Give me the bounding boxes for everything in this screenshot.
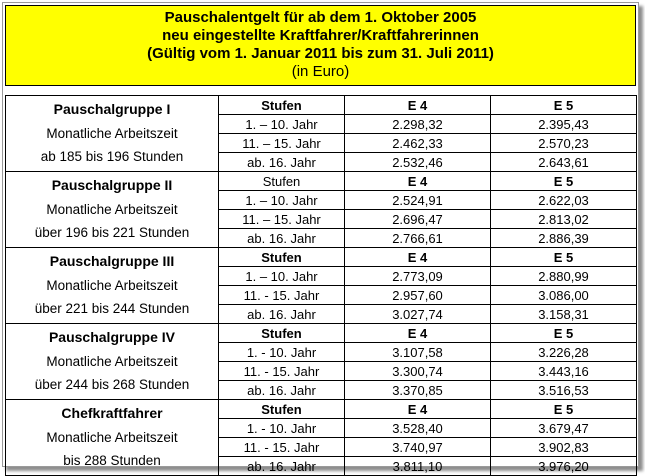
column-header-e4: E 4 <box>345 400 491 419</box>
e4-value-cell: 2.957,60 <box>345 286 491 305</box>
stufe-cell: 1. – 10. Jahr <box>219 115 345 134</box>
stufe-cell: 11. – 15. Jahr <box>219 210 345 229</box>
stufe-cell: 11. - 15. Jahr <box>219 362 345 381</box>
stufe-cell: ab. 16. Jahr <box>219 305 345 324</box>
e4-value-cell: 2.298,32 <box>345 115 491 134</box>
group-desc-hours-label: Monatliche Arbeitszeit <box>46 354 178 369</box>
group-header-row <box>6 324 637 343</box>
e4-value-cell: 3.107,58 <box>345 343 491 362</box>
e4-value-cell: 3.300,74 <box>345 362 491 381</box>
column-header-e4: E 4 <box>345 96 491 115</box>
column-header-e5: E 5 <box>491 96 637 115</box>
stufe-cell: 1. - 10. Jahr <box>219 343 345 362</box>
column-header-stufen: Stufen <box>219 96 345 115</box>
title-line-1: Pauschalentgelt für ab dem 1. Oktober 2005 <box>164 9 477 26</box>
e4-value-cell: 3.027,74 <box>345 305 491 324</box>
group-label-cell <box>6 248 219 324</box>
stufe-cell: 1. - 10. Jahr <box>219 419 345 438</box>
currency-note: (in Euro) <box>291 63 350 80</box>
e4-value-cell: 3.370,85 <box>345 381 491 400</box>
group-name: Pauschalgruppe II <box>51 177 173 193</box>
e4-value-cell: 3.528,40 <box>345 419 491 438</box>
e5-value-cell: 2.395,43 <box>491 115 637 134</box>
e5-value-cell: 3.902,83 <box>491 438 637 457</box>
stufe-cell: ab. 16. Jahr <box>219 229 345 248</box>
group-desc-hours-range: über 221 bis 244 Stunden <box>34 301 190 316</box>
stufe-cell: ab. 16. Jahr <box>219 457 345 476</box>
e5-value-cell: 2.813,02 <box>491 210 637 229</box>
table-title-header <box>5 5 636 86</box>
group-desc-hours-label: Monatliche Arbeitszeit <box>46 430 178 445</box>
group-header-row <box>6 172 637 191</box>
column-header-stufen: Stufen <box>219 248 345 267</box>
e5-value-cell: 2.880,99 <box>491 267 637 286</box>
e4-value-cell: 2.766,61 <box>345 229 491 248</box>
title-line-2: neu eingestellte Kraftfahrer/Kraftfahrerinnen <box>162 27 479 44</box>
group-header-row <box>6 248 637 267</box>
group-name: Pauschalgruppe IV <box>48 329 176 345</box>
e4-value-cell: 3.811,10 <box>345 457 491 476</box>
e5-value-cell: 2.643,61 <box>491 153 637 172</box>
e4-value-cell: 2.773,09 <box>345 267 491 286</box>
group-name: Chefkraftfahrer <box>61 405 163 421</box>
column-header-stufen: Stufen <box>219 172 345 191</box>
e5-value-cell: 3.226,28 <box>491 343 637 362</box>
group-label-cell <box>6 400 219 476</box>
salary-table <box>5 95 637 476</box>
e5-value-cell: 3.086,00 <box>491 286 637 305</box>
group-desc-hours-range: über 196 bis 221 Stunden <box>34 225 190 240</box>
e5-value-cell: 3.158,31 <box>491 305 637 324</box>
group-header-row <box>6 400 637 419</box>
e4-value-cell: 2.696,47 <box>345 210 491 229</box>
e5-value-cell: 3.976,20 <box>491 457 637 476</box>
stufe-cell: ab. 16. Jahr <box>219 381 345 400</box>
e5-value-cell: 3.443,16 <box>491 362 637 381</box>
column-header-e5: E 5 <box>491 400 637 419</box>
e4-value-cell: 2.462,33 <box>345 134 491 153</box>
stufe-cell: 1. – 10. Jahr <box>219 191 345 210</box>
e5-value-cell: 2.570,23 <box>491 134 637 153</box>
column-header-e5: E 5 <box>491 172 637 191</box>
e5-value-cell: 3.679,47 <box>491 419 637 438</box>
e5-value-cell: 2.886,39 <box>491 229 637 248</box>
group-label-cell <box>6 96 219 172</box>
column-header-stufen: Stufen <box>219 324 345 343</box>
stufe-cell: 11. - 15. Jahr <box>219 286 345 305</box>
e4-value-cell: 2.524,91 <box>345 191 491 210</box>
stufe-cell: 11. – 15. Jahr <box>219 134 345 153</box>
stufe-cell: ab. 16. Jahr <box>219 153 345 172</box>
group-desc-hours-label: Monatliche Arbeitszeit <box>46 278 178 293</box>
group-name: Pauschalgruppe III <box>49 253 175 269</box>
e5-value-cell: 2.622,03 <box>491 191 637 210</box>
group-label-cell <box>6 172 219 248</box>
column-header-stufen: Stufen <box>219 400 345 419</box>
group-desc-hours-range: ab 185 bis 196 Stunden <box>40 149 184 164</box>
stufe-cell: 11. - 15. Jahr <box>219 438 345 457</box>
column-header-e5: E 5 <box>491 324 637 343</box>
group-label-cell <box>6 324 219 400</box>
e4-value-cell: 2.532,46 <box>345 153 491 172</box>
e4-value-cell: 3.740,97 <box>345 438 491 457</box>
column-header-e5: E 5 <box>491 248 637 267</box>
column-header-e4: E 4 <box>345 324 491 343</box>
title-line-3: (Gültig vom 1. Januar 2011 bis zum 31. Juli 2011) <box>147 45 494 62</box>
column-header-e4: E 4 <box>345 172 491 191</box>
group-desc-hours-range: bis 288 Stunden <box>63 453 161 468</box>
e5-value-cell: 3.516,53 <box>491 381 637 400</box>
salary-table-body <box>6 96 637 476</box>
stufe-cell: 1. – 10. Jahr <box>219 267 345 286</box>
group-header-row <box>6 96 637 115</box>
group-desc-hours-label: Monatliche Arbeitszeit <box>46 202 178 217</box>
group-desc-hours-label: Monatliche Arbeitszeit <box>46 126 178 141</box>
column-header-e4: E 4 <box>345 248 491 267</box>
group-name: Pauschalgruppe I <box>53 101 171 117</box>
group-desc-hours-range: über 244 bis 268 Stunden <box>34 377 190 392</box>
